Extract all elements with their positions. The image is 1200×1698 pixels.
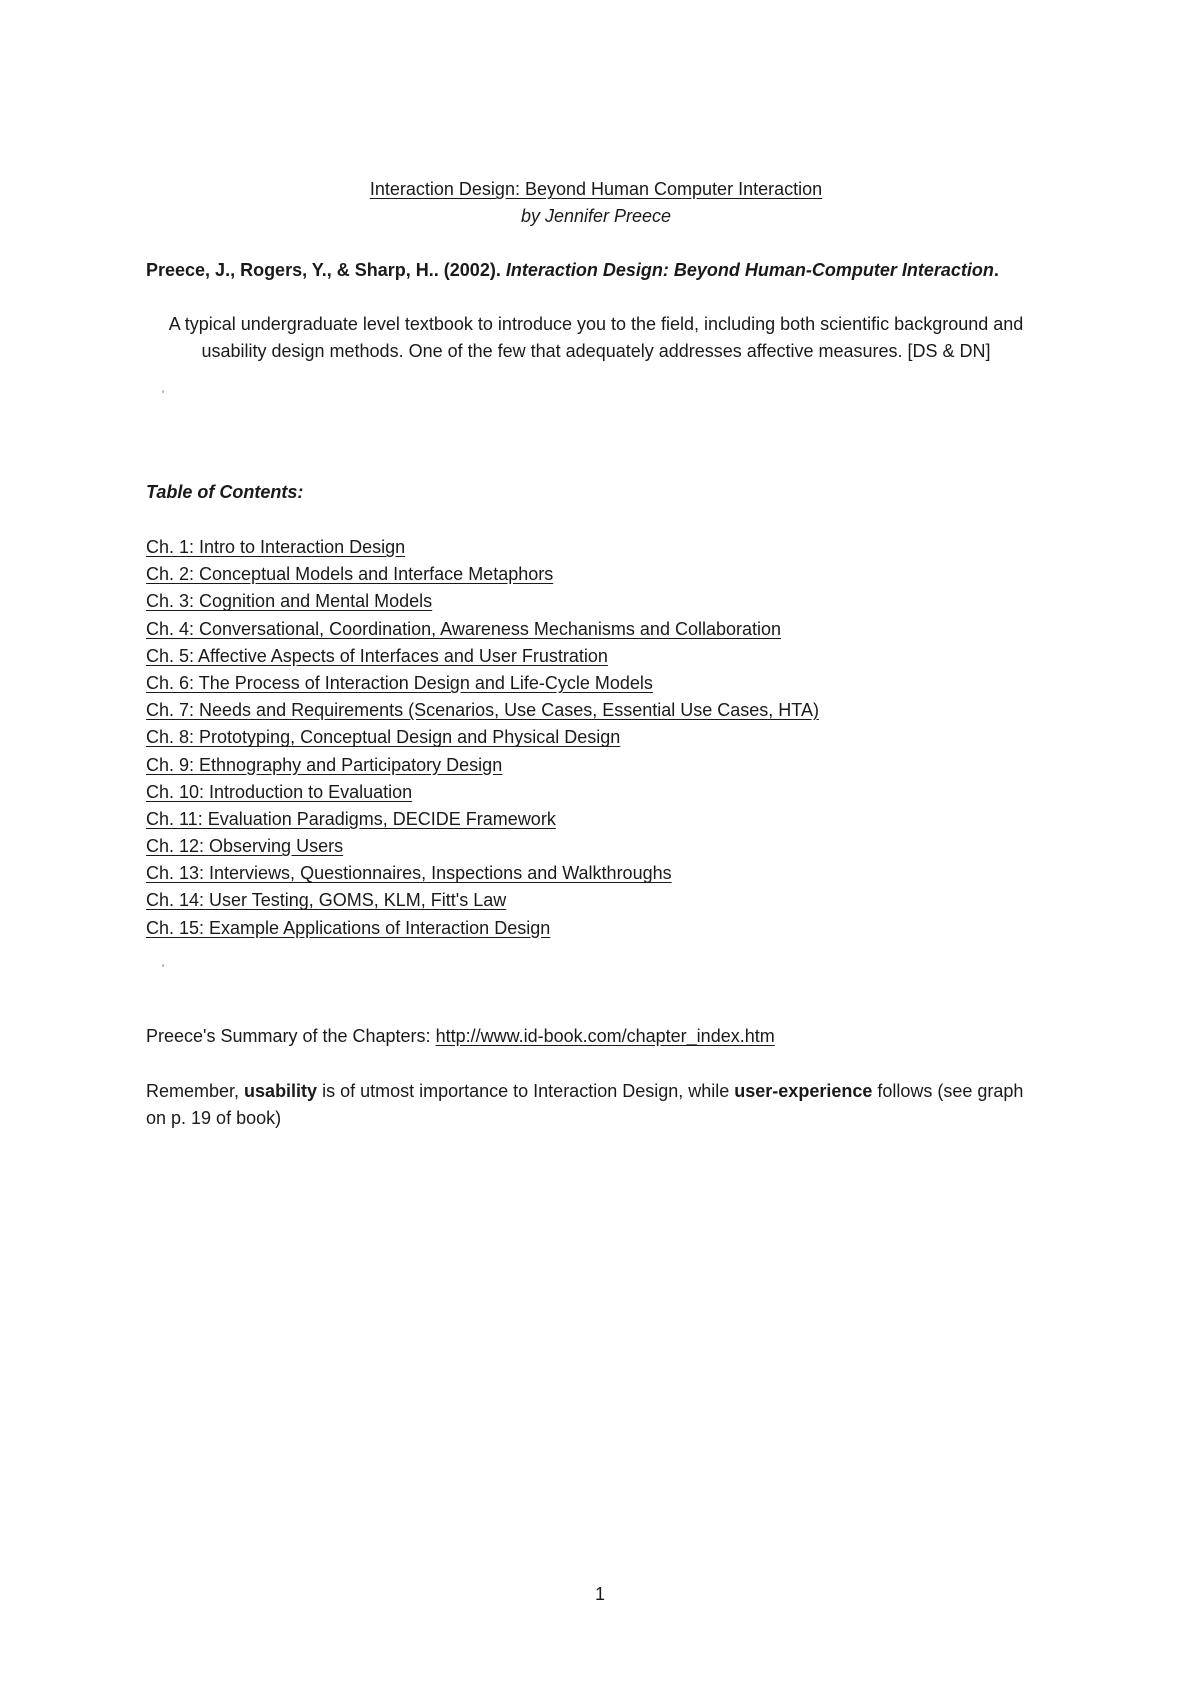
toc-item xyxy=(146,915,819,942)
remember-bold-user-experience: user-experience xyxy=(734,1081,873,1101)
summary-line xyxy=(146,1023,775,1050)
toc-item xyxy=(146,561,819,588)
remember-note xyxy=(146,1078,1046,1132)
toc-link-ch-2[interactable]: Ch. 2: Conceptual Models and Interface Metaphors xyxy=(146,564,554,585)
toc-link-ch-1[interactable]: Ch. 1: Intro to Interaction Design xyxy=(146,537,406,557)
remember-text-3: follows (see graph on p. 19 of book) xyxy=(146,1081,1024,1128)
remember-bold-usability: usability xyxy=(244,1081,318,1101)
toc-list xyxy=(146,534,819,942)
toc-item xyxy=(146,724,819,751)
toc-heading: Table of Contents: xyxy=(146,482,304,502)
remember-text-1: Remember, xyxy=(146,1081,245,1101)
toc-link-ch-8[interactable]: Ch. 8: Prototyping, Conceptual Design and Physical Design xyxy=(146,727,621,748)
toc-link-ch-4[interactable]: Ch. 4: Conversational, Coordination, Awareness Mechanisms and Collaboration xyxy=(146,618,782,639)
toc-item xyxy=(146,588,819,615)
stray-mark: ' xyxy=(162,389,165,401)
toc-item xyxy=(146,643,819,670)
citation-authors-year: Preece, J., Rogers, Y., & Sharp, H.. (2002). xyxy=(146,260,506,280)
toc-item xyxy=(146,887,819,914)
page-content xyxy=(146,176,1046,1128)
toc-item xyxy=(146,670,819,697)
book-description: A typical undergraduate level textbook to introduce you to the field, including both scientific background and usability design methods. One of the few that adequately addresses affective measures. [DS & DN] xyxy=(168,314,1024,361)
toc-item xyxy=(146,534,819,561)
citation-end: . xyxy=(993,260,999,280)
toc-link-ch-9[interactable]: Ch. 9: Ethnography and Participatory Design xyxy=(146,754,503,775)
stray-mark: ' xyxy=(162,963,165,975)
toc-item xyxy=(146,752,819,779)
remember-text-2: is of utmost importance to Interaction Design, while xyxy=(317,1081,735,1101)
toc-link-ch-12[interactable]: Ch. 12: Observing Users xyxy=(146,836,344,857)
toc-item xyxy=(146,860,819,887)
toc-link-ch-7[interactable]: Ch. 7: Needs and Requirements (Scenarios, Use Cases, Essential Use Cases, HTA) xyxy=(146,700,819,721)
toc-link-ch-6[interactable]: Ch. 6: The Process of Interaction Design and Life-Cycle Models xyxy=(146,672,653,693)
page-number: 1 xyxy=(594,1584,605,1604)
document-subtitle: by Jennifer Preece xyxy=(520,206,672,226)
toc-link-ch-15[interactable]: Ch. 15: Example Applications of Interaction Design xyxy=(146,917,551,938)
citation xyxy=(146,257,1046,284)
toc-item xyxy=(146,806,819,833)
toc-link-ch-5[interactable]: Ch. 5: Affective Aspects of Interfaces and User Frustration xyxy=(146,645,608,666)
summary-label: Preece's Summary of the Chapters: xyxy=(146,1026,436,1046)
toc-item xyxy=(146,833,819,860)
toc-link-ch-11[interactable]: Ch. 11: Evaluation Paradigms, DECIDE Framework xyxy=(146,808,556,829)
document-title xyxy=(146,176,1046,203)
toc-item xyxy=(146,697,819,724)
summary-link[interactable]: http://www.id-book.com/chapter_index.htm xyxy=(435,1026,775,1046)
toc-link-ch-3[interactable]: Ch. 3: Cognition and Mental Models xyxy=(146,591,433,612)
toc-link-ch-10[interactable]: Ch. 10: Introduction to Evaluation xyxy=(146,781,413,802)
document-title-text: Interaction Design: Beyond Human Computer Interaction xyxy=(369,179,823,199)
citation-book-title: Interaction Design: Beyond Human-Computer Interaction xyxy=(505,260,994,280)
toc-link-ch-14[interactable]: Ch. 14: User Testing, GOMS, KLM, Fitt's Law xyxy=(146,890,507,911)
toc-item xyxy=(146,616,819,643)
toc-link-ch-13[interactable]: Ch. 13: Interviews, Questionnaires, Inspections and Walkthroughs xyxy=(146,863,672,884)
toc-item xyxy=(146,779,819,806)
